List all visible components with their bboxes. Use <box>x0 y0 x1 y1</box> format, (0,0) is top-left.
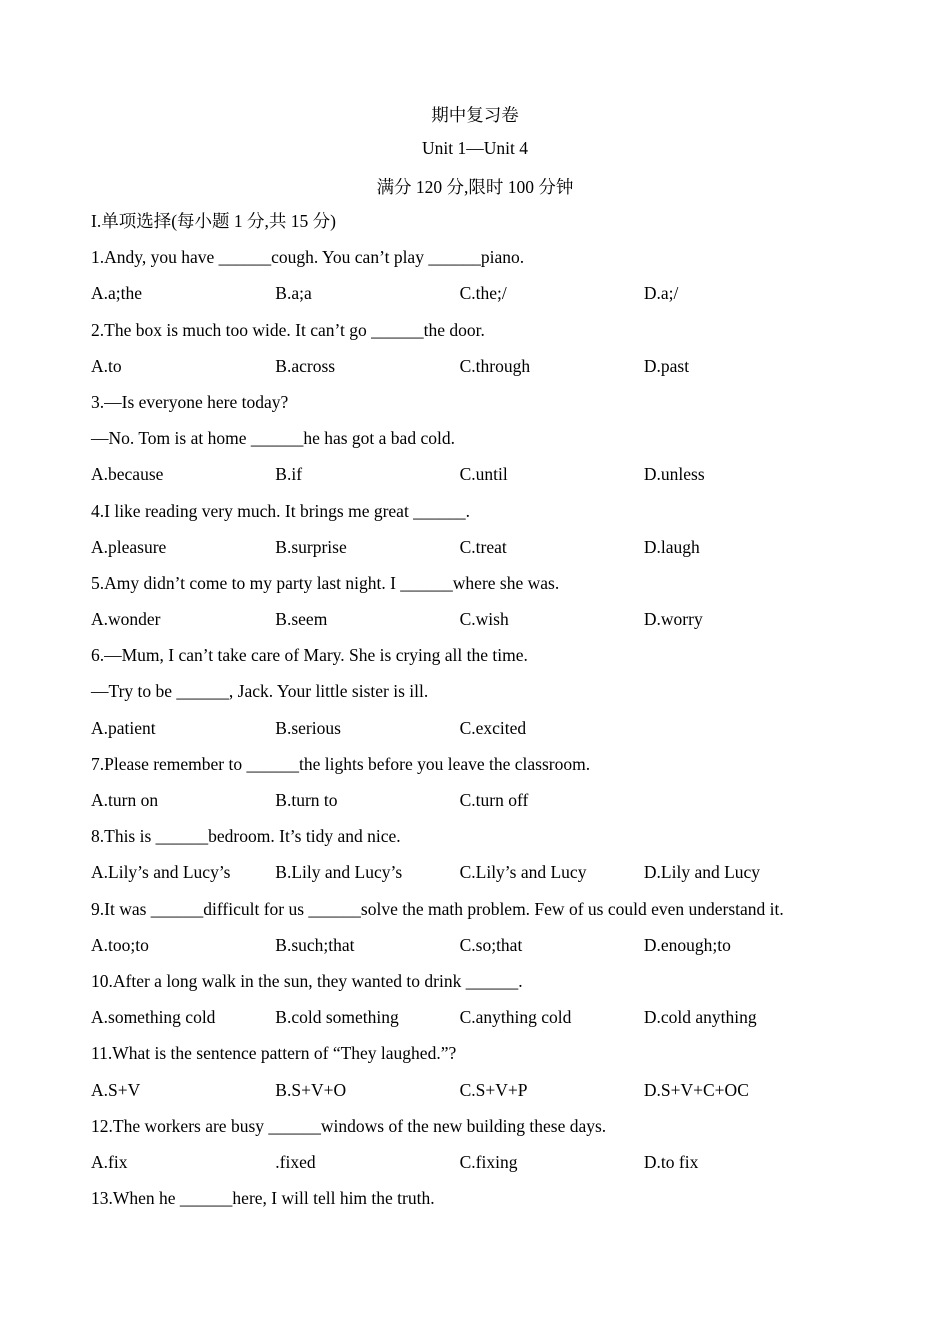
question-13-stem: 13.When he ______here, I will tell him the truth. <box>91 1188 435 1209</box>
option-b: B.if <box>275 464 303 485</box>
option-c: C.wish <box>459 609 509 630</box>
option-c: C.anything cold <box>459 1007 572 1028</box>
option-b: B.serious <box>275 717 341 738</box>
option-c: C.fixing <box>459 1151 518 1172</box>
option-a: A.because <box>91 464 164 485</box>
option-b: B.surprise <box>275 536 347 557</box>
option-d: D.a;/ <box>643 283 679 304</box>
option-b: B.Lily and Lucy’s <box>275 862 403 883</box>
option-a: A.something cold <box>91 1007 216 1028</box>
option-a: A.Lily’s and Lucy’s <box>91 862 231 883</box>
question-3-stem-continued: —No. Tom is at home ______he has got a bad cold. <box>91 428 455 449</box>
question-list <box>91 210 921 1223</box>
option-b: B.cold something <box>275 1007 399 1028</box>
option-b: B.S+V+O <box>275 1079 347 1100</box>
question-3-stem: 3.—Is everyone here today? <box>91 391 289 412</box>
question-6-stem-continued: —Try to be ______, Jack. Your little sister is ill. <box>91 681 429 702</box>
option-c: C.through <box>459 355 531 376</box>
question-2-options <box>91 355 921 391</box>
question-6-options <box>91 717 921 753</box>
question-8-stem: 8.This is ______bedroom. It’s tidy and nice. <box>91 826 401 847</box>
option-c: C.the;/ <box>459 283 507 304</box>
option-a: A.fix <box>91 1151 128 1172</box>
question-5-options <box>91 608 921 644</box>
question-10-stem: 10.After a long walk in the sun, they wanted to drink ______. <box>91 970 523 991</box>
question-2-stem: 2.The box is much too wide. It can’t go ______the door. <box>91 319 485 340</box>
question-4-options <box>91 536 921 572</box>
question-12-options <box>91 1151 921 1187</box>
option-a: A.patient <box>91 717 156 738</box>
question-6-stem: 6.—Mum, I can’t take care of Mary. She is crying all the time. <box>91 645 528 666</box>
option-a: A.pleasure <box>91 536 167 557</box>
option-b: B.turn to <box>275 790 338 810</box>
question-5-stem: 5.Amy didn’t come to my party last night. I ______where she was. <box>91 572 560 593</box>
question-4-stem: 4.I like reading very much. It brings me great ______. <box>91 500 471 521</box>
question-11-options <box>91 1079 921 1115</box>
option-d: D.enough;to <box>643 934 731 955</box>
question-9-stem: 9.It was ______difficult for us ______solve the math problem. Few of us could even understand it. <box>91 898 784 919</box>
question-8-options <box>91 861 921 897</box>
question-9-options <box>91 934 921 970</box>
option-d: D.past <box>643 355 690 376</box>
section-heading: I.单项选择(每小题 1 分,共 15 分) <box>91 211 336 231</box>
option-d: D.Lily and Lucy <box>643 862 761 883</box>
option-b: B.a;a <box>275 283 312 304</box>
question-7-stem: 7.Please remember to ______the lights before you leave the classroom. <box>91 753 591 774</box>
option-c: C.treat <box>459 536 507 557</box>
exam-title: 期中复习卷 <box>431 105 519 125</box>
option-a: A.to <box>91 355 122 376</box>
question-1-stem: 1.Andy, you have ______cough. You can’t play ______piano. <box>91 247 525 268</box>
question-11-stem: 11.What is the sentence pattern of “They laughed.”? <box>91 1043 457 1064</box>
option-c: C.turn off <box>459 790 529 810</box>
option-b: B.such;that <box>275 934 355 955</box>
option-b: B.across <box>275 355 336 376</box>
option-a: A.a;the <box>91 283 143 304</box>
question-7-options <box>91 789 921 825</box>
option-c: C.S+V+P <box>459 1079 528 1100</box>
question-3-options <box>91 463 921 499</box>
option-b: .fixed <box>275 1151 316 1172</box>
option-d: D.unless <box>643 464 705 485</box>
option-d: D.worry <box>643 609 703 630</box>
option-a: A.S+V <box>91 1079 141 1100</box>
option-d: D.laugh <box>643 536 700 557</box>
option-b: B.seem <box>275 609 328 630</box>
option-d: D.to fix <box>643 1151 699 1172</box>
option-c: C.Lily’s and Lucy <box>459 862 587 883</box>
score-time-info: 满分 120 分,限时 100 分钟 <box>376 177 574 197</box>
option-a: A.turn on <box>91 790 159 810</box>
option-c: C.excited <box>459 717 527 738</box>
option-c: C.until <box>459 464 508 485</box>
question-10-options <box>91 1006 921 1042</box>
option-d: D.S+V+C+OC <box>643 1079 749 1100</box>
option-d: D.cold anything <box>643 1007 757 1028</box>
option-a: A.too;to <box>91 934 149 955</box>
option-c: C.so;that <box>459 934 523 955</box>
question-1-options <box>91 282 921 318</box>
option-a: A.wonder <box>91 609 161 630</box>
question-12-stem: 12.The workers are busy ______windows of the new building these days. <box>91 1115 607 1136</box>
unit-range: Unit 1—Unit 4 <box>422 138 528 158</box>
